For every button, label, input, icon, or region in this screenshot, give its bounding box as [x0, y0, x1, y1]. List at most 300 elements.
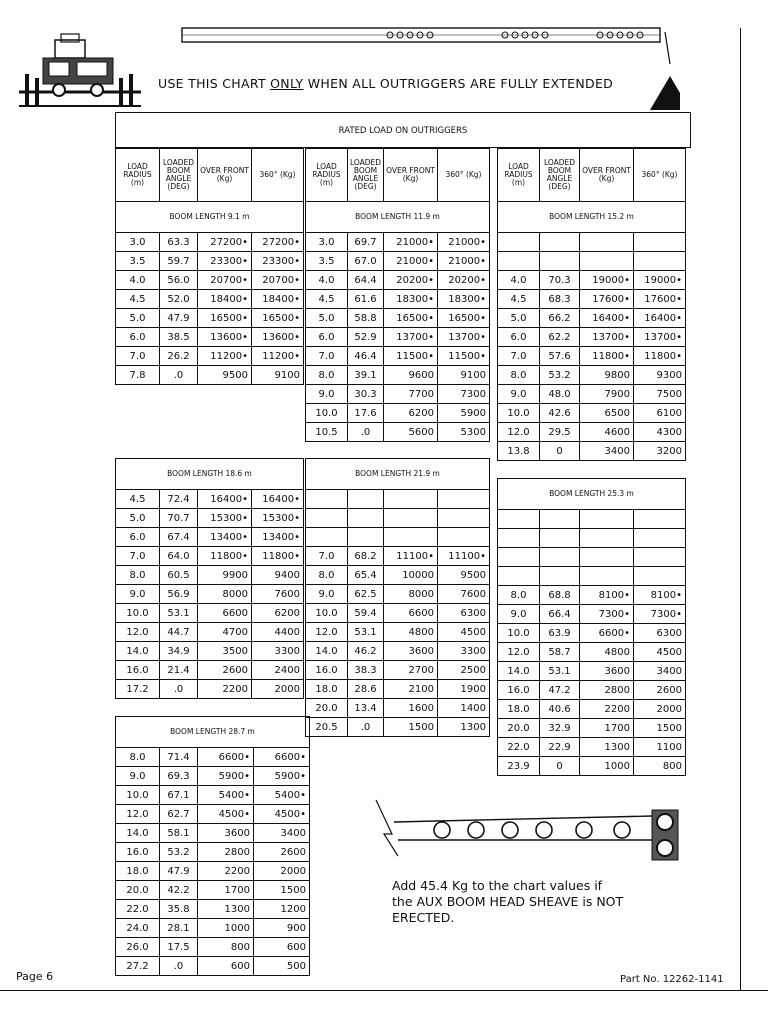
table-cell: 69.3	[160, 767, 198, 786]
table-cell: 27.2	[116, 957, 160, 976]
table-cell: 70.7	[160, 509, 198, 528]
table-cell: 21.4	[160, 661, 198, 680]
table-cell: 21000•	[438, 233, 490, 252]
table-cell: 17600•	[634, 290, 686, 309]
table-cell: 10.0	[498, 624, 540, 643]
table-cell: 5600	[384, 423, 438, 442]
table-cell: 59.4	[348, 604, 384, 623]
empty-cell	[438, 490, 490, 509]
table-cell: 16500•	[438, 309, 490, 328]
table-cell: 7300	[438, 385, 490, 404]
note-line-3: ERECTED.	[392, 910, 455, 925]
table-cell: 6300	[438, 604, 490, 623]
empty-cell	[634, 548, 686, 567]
table-cell: 47.9	[160, 862, 198, 881]
table-cell: 19000•	[634, 271, 686, 290]
table-row	[306, 233, 490, 252]
table-cell: 5900•	[254, 767, 310, 786]
table-row	[498, 681, 686, 700]
part-number: Part No. 12262-1141	[620, 974, 724, 985]
table-cell: 6.0	[116, 328, 160, 347]
table-cell: 1200	[254, 900, 310, 919]
table-cell: 2800	[198, 843, 254, 862]
table-cell: 28.1	[160, 919, 198, 938]
table-cell: 18300•	[438, 290, 490, 309]
table-cell: 5.0	[116, 509, 160, 528]
table-cell: 4.0	[116, 271, 160, 290]
table-cell: 63.3	[160, 233, 198, 252]
table-cell: 13.8	[498, 442, 540, 461]
table-row	[498, 624, 686, 643]
table-cell: 13600•	[252, 328, 304, 347]
table-cell: 53.2	[540, 366, 580, 385]
table-cell: 6600•	[580, 624, 634, 643]
table-cell: 10.0	[306, 604, 348, 623]
table-cell: 52.0	[160, 290, 198, 309]
table-cell: 6600•	[254, 748, 310, 767]
table-cell: 67.4	[160, 528, 198, 547]
boom-length-label: BOOM LENGTH 28.7 m	[116, 717, 310, 748]
boom-table	[115, 148, 304, 385]
table-cell: 8.0	[306, 566, 348, 585]
table-cell: 7600	[438, 585, 490, 604]
aux-sheave-illustration	[372, 796, 692, 876]
table-row	[306, 423, 490, 442]
table-cell: 7900	[580, 385, 634, 404]
table-row	[498, 366, 686, 385]
table-cell: .0	[348, 423, 384, 442]
table-cell: 59.7	[160, 252, 198, 271]
empty-cell	[498, 252, 540, 271]
table-cell: .0	[160, 680, 198, 699]
boom-length-label: BOOM LENGTH 25.3 m	[498, 479, 686, 510]
table-cell: 8.0	[116, 566, 160, 585]
empty-cell	[348, 528, 384, 547]
table-cell: 38.5	[160, 328, 198, 347]
table-cell: 17.2	[116, 680, 160, 699]
table-cell: 65.4	[348, 566, 384, 585]
table-row	[116, 347, 304, 366]
table-row	[116, 309, 304, 328]
table-cell: 3400	[254, 824, 310, 843]
table-cell: 3200	[634, 442, 686, 461]
table-cell: 3600	[384, 642, 438, 661]
empty-cell	[634, 567, 686, 586]
table-cell: 9900	[198, 566, 252, 585]
table-cell: 20200•	[438, 271, 490, 290]
table-cell: 18400•	[198, 290, 252, 309]
table-row	[116, 547, 304, 566]
table-row	[116, 233, 304, 252]
table-cell: 2800	[580, 681, 634, 700]
table-cell: 1900	[438, 680, 490, 699]
table-cell: 27200•	[198, 233, 252, 252]
column-header: 360° (Kg)	[438, 149, 490, 202]
empty-cell	[498, 510, 540, 529]
table-cell: 60.5	[160, 566, 198, 585]
table-cell: 5.0	[116, 309, 160, 328]
table-cell: 21000•	[384, 233, 438, 252]
table-cell: 1100	[634, 738, 686, 757]
table-cell: 14.0	[498, 662, 540, 681]
table-cell: 11500•	[438, 347, 490, 366]
table-cell: 8000	[384, 585, 438, 604]
table-cell: 3.0	[306, 233, 348, 252]
boom-length-label: BOOM LENGTH 11.9 m	[306, 202, 490, 233]
table-cell: 14.0	[116, 824, 160, 843]
table-cell: 2100	[384, 680, 438, 699]
table-cell: 4500	[634, 643, 686, 662]
table-cell: 13700•	[580, 328, 634, 347]
table-row	[116, 290, 304, 309]
table-cell: 9.0	[116, 585, 160, 604]
table-cell: 4800	[384, 623, 438, 642]
table-cell: 2000	[634, 700, 686, 719]
table-cell: 6600	[384, 604, 438, 623]
table-cell: 53.2	[160, 843, 198, 862]
table-row	[306, 680, 490, 699]
table-cell: 38.3	[348, 661, 384, 680]
table-cell: 23300•	[198, 252, 252, 271]
empty-cell	[634, 252, 686, 271]
table-cell: 8.0	[498, 366, 540, 385]
table-cell: 13400•	[252, 528, 304, 547]
table-cell: 7700	[384, 385, 438, 404]
table-cell: 1300	[198, 900, 254, 919]
table-cell: 42.6	[540, 404, 580, 423]
column-header: LOADED BOOM ANGLE (DEG)	[348, 149, 384, 202]
table-row	[498, 290, 686, 309]
table-cell: 4500	[438, 623, 490, 642]
empty-cell	[438, 528, 490, 547]
empty-cell	[580, 548, 634, 567]
empty-cell	[306, 528, 348, 547]
table-cell: 5300	[438, 423, 490, 442]
table-cell: 34.9	[160, 642, 198, 661]
table-cell: 6.0	[116, 528, 160, 547]
table-cell: 10.5	[306, 423, 348, 442]
table-cell: 53.1	[540, 662, 580, 681]
table-cell: 40.6	[540, 700, 580, 719]
table-cell: 13700•	[438, 328, 490, 347]
table-cell: 18300•	[384, 290, 438, 309]
table-cell: 2600	[198, 661, 252, 680]
table-cell: 3500	[198, 642, 252, 661]
table-cell: 61.6	[348, 290, 384, 309]
table-cell: 30.3	[348, 385, 384, 404]
table-cell: 47.2	[540, 681, 580, 700]
table-row	[306, 718, 490, 737]
table-cell: 2200	[198, 862, 254, 881]
empty-cell	[540, 529, 580, 548]
table-row	[306, 366, 490, 385]
table-cell: 39.1	[348, 366, 384, 385]
table-cell: 7.0	[306, 347, 348, 366]
table-row	[498, 719, 686, 738]
column-header: LOAD RADIUS (m)	[498, 149, 540, 202]
table-row	[498, 328, 686, 347]
table-cell: 9300	[634, 366, 686, 385]
table-row	[306, 699, 490, 718]
table-cell: 4.0	[306, 271, 348, 290]
table-row	[116, 271, 304, 290]
table-cell: 6200	[252, 604, 304, 623]
table-cell: 12.0	[498, 643, 540, 662]
table-cell: 9.0	[498, 605, 540, 624]
table-cell: 900	[254, 919, 310, 938]
empty-cell	[634, 233, 686, 252]
table-cell: 9800	[580, 366, 634, 385]
table-row	[116, 642, 304, 661]
table-cell: 2000	[254, 862, 310, 881]
table-cell: 4.5	[306, 290, 348, 309]
table-cell: 12.0	[498, 423, 540, 442]
table-row	[498, 757, 686, 776]
table-cell: 11200•	[252, 347, 304, 366]
table-cell: 10.0	[498, 404, 540, 423]
table-cell: 9.0	[116, 767, 160, 786]
table-cell: 57.6	[540, 347, 580, 366]
table-row	[116, 680, 304, 699]
table-cell: 8100•	[634, 586, 686, 605]
column-header: LOAD RADIUS (m)	[116, 149, 160, 202]
table-cell: 8.0	[306, 366, 348, 385]
table-cell: 69.7	[348, 233, 384, 252]
table-cell: 67.1	[160, 786, 198, 805]
table-row	[306, 385, 490, 404]
table-cell: 10.0	[116, 604, 160, 623]
table-cell: 1700	[580, 719, 634, 738]
table-row	[116, 881, 310, 900]
table-cell: 58.1	[160, 824, 198, 843]
table-cell: 9600	[384, 366, 438, 385]
table-cell: 4500•	[198, 805, 254, 824]
table-cell: 23.9	[498, 757, 540, 776]
boom-table	[305, 458, 490, 737]
table-cell: 1500	[384, 718, 438, 737]
table-cell: 10.0	[116, 786, 160, 805]
table-cell: 2200	[198, 680, 252, 699]
table-cell: 17600•	[580, 290, 634, 309]
empty-cell	[384, 509, 438, 528]
table-cell: 21000•	[438, 252, 490, 271]
table-cell: 26.2	[160, 347, 198, 366]
table-row	[306, 623, 490, 642]
table-cell: 11500•	[384, 347, 438, 366]
table-cell: 62.5	[348, 585, 384, 604]
table-cell: 3.0	[116, 233, 160, 252]
table-cell: 4800	[580, 643, 634, 662]
table-cell: 15300•	[198, 509, 252, 528]
table-cell: 19000•	[580, 271, 634, 290]
table-cell: 6600	[198, 604, 252, 623]
table-cell: 16500•	[252, 309, 304, 328]
boom-table	[497, 478, 686, 776]
table-row	[498, 586, 686, 605]
empty-cell	[540, 252, 580, 271]
table-cell: 600	[198, 957, 254, 976]
table-cell: 0	[540, 757, 580, 776]
table-cell: 3400	[580, 442, 634, 461]
table-cell: 4600	[580, 423, 634, 442]
table-cell: 11800•	[634, 347, 686, 366]
table-cell: 3600	[580, 662, 634, 681]
table-row	[306, 347, 490, 366]
table-cell: 1300	[580, 738, 634, 757]
table-cell: 63.9	[540, 624, 580, 643]
table-row	[116, 862, 310, 881]
table-cell: 47.9	[160, 309, 198, 328]
table-cell: 16400•	[634, 309, 686, 328]
table-cell: 800	[634, 757, 686, 776]
footer-rule	[0, 990, 768, 991]
boom-length-label: BOOM LENGTH 21.9 m	[306, 459, 490, 490]
table-cell: 2500	[438, 661, 490, 680]
table-cell: 500	[254, 957, 310, 976]
table-cell: 58.7	[540, 643, 580, 662]
table-cell: 11800•	[198, 547, 252, 566]
table-cell: 2600	[254, 843, 310, 862]
column-header: OVER FRONT (Kg)	[384, 149, 438, 202]
table-row	[498, 643, 686, 662]
empty-cell	[498, 233, 540, 252]
table-cell: 11100•	[438, 547, 490, 566]
boom-table	[305, 148, 490, 442]
table-cell: 17.5	[160, 938, 198, 957]
table-row	[306, 252, 490, 271]
table-cell: 67.0	[348, 252, 384, 271]
table-cell: 56.9	[160, 585, 198, 604]
table-cell: 15300•	[252, 509, 304, 528]
column-header: OVER FRONT (Kg)	[580, 149, 634, 202]
table-cell: 6200	[384, 404, 438, 423]
table-row	[116, 490, 304, 509]
table-cell: 3600	[198, 824, 254, 843]
column-header: 360° (Kg)	[252, 149, 304, 202]
table-cell: 10.0	[306, 404, 348, 423]
table-row	[498, 347, 686, 366]
note-line-1: Add 45.4 Kg to the chart values if	[392, 878, 603, 893]
table-cell: 14.0	[306, 642, 348, 661]
table-cell: 5400•	[198, 786, 254, 805]
column-header: 360° (Kg)	[634, 149, 686, 202]
table-cell: 12.0	[116, 623, 160, 642]
empty-cell	[580, 567, 634, 586]
empty-cell	[498, 548, 540, 567]
table-cell: 1700	[198, 881, 254, 900]
empty-cell	[540, 567, 580, 586]
table-cell: 18400•	[252, 290, 304, 309]
table-cell: 4.5	[498, 290, 540, 309]
empty-cell	[384, 528, 438, 547]
table-cell: 20.0	[306, 699, 348, 718]
empty-cell	[348, 490, 384, 509]
table-cell: 4.0	[498, 271, 540, 290]
empty-cell	[306, 490, 348, 509]
table-cell: 10000	[384, 566, 438, 585]
table-cell: 46.2	[348, 642, 384, 661]
table-cell: 16400•	[580, 309, 634, 328]
table-row	[116, 900, 310, 919]
table-cell: 16500•	[384, 309, 438, 328]
table-cell: 64.0	[160, 547, 198, 566]
table-cell: 9500	[198, 366, 252, 385]
table-row	[498, 738, 686, 757]
table-cell: 32.9	[540, 719, 580, 738]
column-header: LOAD RADIUS (m)	[306, 149, 348, 202]
table-title: RATED LOAD ON OUTRIGGERS	[115, 112, 691, 148]
usage-warning	[158, 76, 613, 91]
table-row	[498, 271, 686, 290]
boom-table	[115, 716, 310, 976]
table-row	[116, 528, 304, 547]
table-row	[306, 309, 490, 328]
table-cell: 7300•	[580, 605, 634, 624]
empty-cell	[634, 529, 686, 548]
table-cell: 13700•	[634, 328, 686, 347]
table-row	[498, 423, 686, 442]
table-cell: .0	[348, 718, 384, 737]
table-cell: 4400	[252, 623, 304, 642]
table-cell: 5400•	[254, 786, 310, 805]
table-cell: 64.4	[348, 271, 384, 290]
empty-cell	[580, 510, 634, 529]
empty-cell	[348, 509, 384, 528]
table-cell: 1500	[254, 881, 310, 900]
table-row	[116, 767, 310, 786]
table-cell: 1400	[438, 699, 490, 718]
table-cell: 18.0	[498, 700, 540, 719]
table-cell: 5.0	[498, 309, 540, 328]
table-cell: 3.5	[306, 252, 348, 271]
table-cell: 20700•	[198, 271, 252, 290]
table-row	[498, 385, 686, 404]
table-cell: 16400•	[198, 490, 252, 509]
table-cell: 3300	[252, 642, 304, 661]
table-cell: 600	[254, 938, 310, 957]
table-row	[116, 509, 304, 528]
table-row	[116, 566, 304, 585]
page-number: Page 6	[16, 970, 54, 983]
table-cell: 6100	[634, 404, 686, 423]
table-cell: 16.0	[116, 661, 160, 680]
empty-cell	[634, 510, 686, 529]
table-cell: 3400	[634, 662, 686, 681]
table-cell: 20.5	[306, 718, 348, 737]
table-cell: 2700	[384, 661, 438, 680]
table-cell: 11200•	[198, 347, 252, 366]
empty-cell	[540, 233, 580, 252]
table-row	[116, 919, 310, 938]
table-row	[498, 605, 686, 624]
table-cell: 7.8	[116, 366, 160, 385]
usage-warning-emph: ONLY	[270, 76, 304, 91]
table-cell: 16.0	[116, 843, 160, 862]
column-header: LOADED BOOM ANGLE (DEG)	[540, 149, 580, 202]
table-row	[116, 824, 310, 843]
table-row	[116, 623, 304, 642]
table-cell: 22.0	[116, 900, 160, 919]
table-cell: 2600	[634, 681, 686, 700]
table-cell: 4.5	[116, 490, 160, 509]
table-row	[498, 442, 686, 461]
table-cell: 27200•	[252, 233, 304, 252]
table-cell: 4500•	[254, 805, 310, 824]
table-cell: 7600	[252, 585, 304, 604]
table-cell: 9100	[438, 366, 490, 385]
table-cell: 20700•	[252, 271, 304, 290]
table-cell: 5.0	[306, 309, 348, 328]
